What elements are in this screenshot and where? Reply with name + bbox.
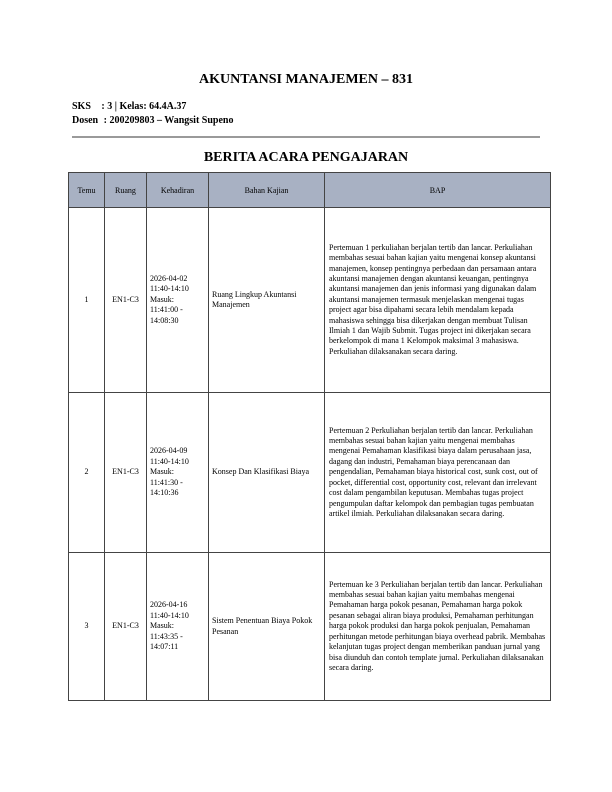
dosen-value: : 200209803 – Wangsit Supeno — [103, 115, 234, 126]
col-header-temu: Temu — [69, 173, 105, 208]
col-header-bahan-kajian: Bahan Kajian — [209, 173, 325, 208]
col-header-bap: BAP — [325, 173, 551, 208]
ruang-cell: EN1-C3 — [105, 208, 147, 393]
kehadiran-masuk: Masuk: — [150, 621, 174, 631]
bahan-kajian-cell: Konsep Dan Klasifikasi Biaya — [209, 393, 325, 553]
table-row — [69, 208, 551, 393]
dosen-label: Dosen — [72, 115, 99, 126]
kehadiran-time: 11:40-14:10 — [150, 610, 189, 620]
bap-table — [68, 172, 551, 701]
dosen-line — [72, 115, 233, 126]
kehadiran-range: 11:41:00 - 14:08:30 — [150, 305, 183, 325]
temu-cell: 1 — [69, 208, 105, 393]
kehadiran-cell — [147, 208, 209, 393]
sks-label: SKS — [72, 101, 91, 112]
bahan-kajian-cell: Sistem Penentuan Biaya Pokok Pesanan — [209, 553, 325, 701]
page-title: BERITA ACARA PENGAJARAN — [203, 150, 409, 165]
bap-cell: Pertemuan 1 perkuliahan berjalan tertib dan lancar. Perkuliahan membahas sesuai bahan kajian yaitu mengenai konsep akuntansi manajemen, konsep pentingnya perbedaan dan persamaan antara akuntansi manajemen dengan akuntansi keuangan, pentingnya akuntansi manajemen dan jenis informasi yang digunakan dalam akuntansi manajemen termasuk menjelaskan mengenai tugas project agar bisa dipahami secara lebih mendalam kepada mahasiswa sehingga bisa dikerjakan dengan membuat Tulisan Ilmiah 1 dan Wajib Submit. Tugas project ini dikerjakan secara berkelompok di mana 1 Kelompok maksimal 3 mahasiswa. Perkuliahan dilaksanakan secara daring. — [325, 208, 551, 393]
kehadiran-date: 2026-04-02 — [150, 273, 188, 283]
col-header-kehadiran: Kehadiran — [147, 173, 209, 208]
bahan-kajian-cell: Ruang Lingkup Akuntansi Manajemen — [209, 208, 325, 393]
kehadiran-time: 11:40-14:10 — [150, 284, 189, 294]
divider — [72, 136, 540, 138]
kehadiran-date: 2026-04-09 — [150, 446, 188, 456]
temu-cell: 2 — [69, 393, 105, 553]
kehadiran-time: 11:40-14:10 — [150, 456, 189, 466]
course-title: AKUNTANSI MANAJEMEN – 831 — [198, 72, 414, 87]
ruang-cell: EN1-C3 — [105, 553, 147, 701]
table-row — [69, 393, 551, 553]
col-header-ruang: Ruang — [105, 173, 147, 208]
table-header-row — [69, 173, 551, 208]
kehadiran-masuk: Masuk: — [150, 467, 174, 477]
sks-line — [72, 101, 186, 112]
kehadiran-cell — [147, 393, 209, 553]
table-row — [69, 553, 551, 701]
kehadiran-cell — [147, 553, 209, 701]
temu-cell: 3 — [69, 553, 105, 701]
bap-cell: Pertemuan 2 Perkuliahan berjalan tertib dan lancar. Perkuliahan membahas sesuai bahan kajian yaitu mengenai membahas mengenai Pemahaman klasifikasi biaya dalam perusahaan jasa, dagang dan industri, Pemahaman biaya perencanaan dan pengendalian, Pemahaman biaya historical cost, sunk cost, out of pocket, differential cost, opportunity cost, relevant dan irrelevant cost dalam pengambilan keputusan. Membahas tugas project pengumpulan daftar kelompok dan pembagian tugas pembuatan artikel ilmiah. Perkuliahan dilaksanakan secara daring. — [325, 393, 551, 553]
kehadiran-range: 11:43:35 - 14:07:11 — [150, 631, 183, 652]
bap-cell: Pertemuan ke 3 Perkuliahan berjalan tertib dan lancar. Perkuliahan membahas sesuai bahan kajian yaitu membahas mengenai Pemahaman harga pokok pesanan, Pemahaman harga pokok pesanan sebagai aliran biaya produksi, Pemahaman perhitungan harga pokok produksi dan harga pokok penjualan, Pemahaman perhitungan metode perhitungan biaya overhead pabrik. Membahas kelanjutan tugas project dengan memberikan panduan jurnal yang bisa diunduh dan contoh template jurnal. Perkuliahan dilaksanakan secara daring. — [325, 553, 551, 701]
kehadiran-date: 2026-04-16 — [150, 600, 188, 610]
kehadiran-range: 11:41:30 - 14:10:36 — [150, 477, 183, 498]
sks-value: : 3 | Kelas: 64.4A.37 — [101, 101, 187, 112]
ruang-cell: EN1-C3 — [105, 393, 147, 553]
kehadiran-masuk: Masuk: — [150, 294, 174, 304]
